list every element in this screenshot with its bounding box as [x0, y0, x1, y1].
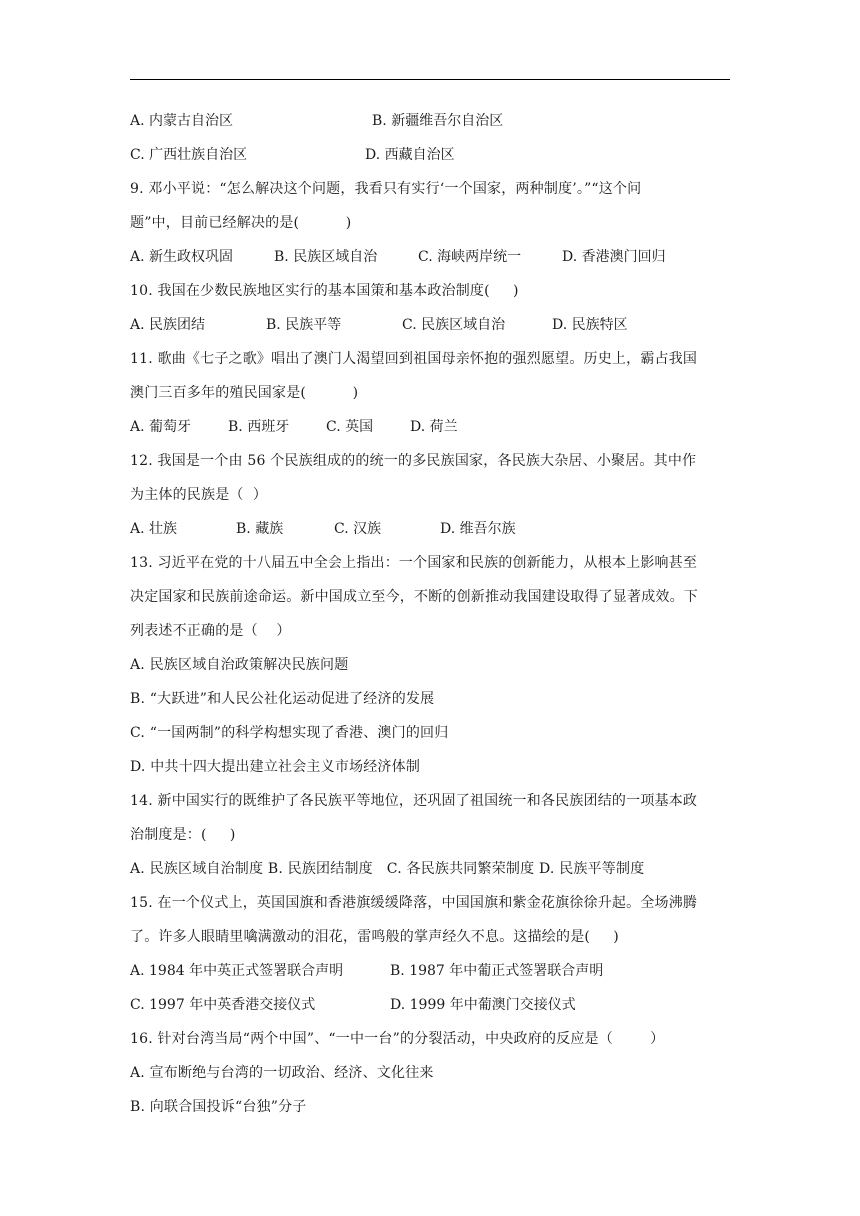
q15-option-a: A. 1984 年中英正式签署联合声明 — [130, 963, 344, 979]
q11-stem-line-1: 11. 歌曲《七子之歌》唱出了澳门人渴望回到祖国母亲怀抱的强烈愿望。历史上，霸占我国 — [130, 351, 698, 367]
q8-option-a: A. 内蒙古自治区 — [130, 113, 234, 129]
q10-option-c: C. 民族区域自治 — [402, 317, 506, 333]
q10-option-a: A. 民族团结 — [130, 317, 206, 333]
q9-stem-line-2: 题”中，目前已经解决的是( ) — [130, 215, 352, 231]
q12-option-c: C. 汉族 — [334, 521, 382, 537]
q12-option-b: B. 藏族 — [236, 521, 284, 537]
q9-option-b: B. 民族区域自治 — [274, 249, 378, 265]
q13-option-c: C. “一国两制”的科学构想实现了香港、澳门的回归 — [130, 725, 449, 741]
q15-option-c: C. 1997 年中英香港交接仪式 — [130, 997, 316, 1013]
q11-option-c: C. 英国 — [326, 419, 374, 435]
q16-option-b: B. 向联合国投诉“台独”分子 — [130, 1099, 307, 1115]
header-rule — [130, 79, 730, 80]
q11-option-d: D. 荷兰 — [410, 419, 458, 435]
q13-option-b: B. “大跃进”和人民公社化运动促进了经济的发展 — [130, 691, 435, 707]
q8-option-b: B. 新疆维吾尔自治区 — [372, 113, 504, 129]
q10-stem-line-1: 10. 我国在少数民族地区实行的基本国策和基本政治制度( ) — [130, 283, 519, 299]
q10-option-b: B. 民族平等 — [266, 317, 342, 333]
q16-option-a: A. 宣布断绝与台湾的一切政治、经济、文化往来 — [130, 1065, 434, 1081]
q13-option-d: D. 中共十四大提出建立社会主义市场经济体制 — [130, 759, 421, 775]
q9-stem-line-1: 9. 邓小平说：“怎么解决这个问题，我看只有实行‘一个国家，两种制度’。”“这个问 — [130, 181, 642, 197]
q9-option-a: A. 新生政权巩固 — [130, 249, 234, 265]
q14-options: A. 民族区域自治制度 B. 民族团结制度 C. 各民族共同繁荣制度 D. 民族平等制度 — [130, 861, 645, 877]
q13-stem-line-1: 13. 习近平在党的十八届五中全会上指出：一个国家和民族的创新能力，从根本上影响甚至 — [130, 555, 698, 571]
q8-option-d: D. 西藏自治区 — [365, 147, 455, 163]
q12-stem-line-1: 12. 我国是一个由 56 个民族组成的的统一的多民族国家，各民族大杂居、小聚居。其中作 — [130, 453, 697, 469]
q15-stem-line-2: 了。许多人眼睛里噙满激动的泪花，雷鸣般的掌声经久不息。这描绘的是( ) — [130, 929, 619, 945]
q15-option-d: D. 1999 年中葡澳门交接仪式 — [390, 997, 576, 1013]
q13-option-a: A. 民族区域自治政策解决民族问题 — [130, 657, 349, 673]
q14-stem-line-1: 14. 新中国实行的既维护了各民族平等地位，还巩固了祖国统一和各民族团结的一项基本政 — [130, 793, 698, 809]
q9-option-c: C. 海峡两岸统一 — [418, 249, 522, 265]
q14-stem-line-2: 治制度是：( ) — [130, 827, 236, 843]
q12-stem-line-2: 为主体的民族是（ ） — [130, 487, 268, 503]
q9-option-d: D. 香港澳门回归 — [562, 249, 666, 265]
q11-option-a: A. 葡萄牙 — [130, 419, 192, 435]
q8-option-c: C. 广西壮族自治区 — [130, 147, 248, 163]
q10-option-d: D. 民族特区 — [552, 317, 628, 333]
q13-stem-line-2: 决定国家和民族前途命运。新中国成立至今，不断的创新推动我国建设取得了显著成效。下 — [130, 589, 698, 605]
q16-stem-line-1: 16. 针对台湾当局“两个中国”、“一中一台”的分裂活动，中央政府的反应是（ ） — [130, 1031, 665, 1047]
q13-stem-line-3: 列表述不正确的是（ ） — [130, 623, 291, 639]
q11-option-b: B. 西班牙 — [228, 419, 290, 435]
q12-option-d: D. 维吾尔族 — [440, 521, 516, 537]
q15-option-b: B. 1987 年中葡正式签署联合声明 — [390, 963, 604, 979]
q15-stem-line-1: 15. 在一个仪式上，英国国旗和香港旗缓缓降落，中国国旗和紫金花旗徐徐升起。全场沸腾 — [130, 895, 698, 911]
q12-option-a: A. 壮族 — [130, 521, 178, 537]
q11-stem-line-2: 澳门三百多年的殖民国家是( ) — [130, 385, 359, 401]
